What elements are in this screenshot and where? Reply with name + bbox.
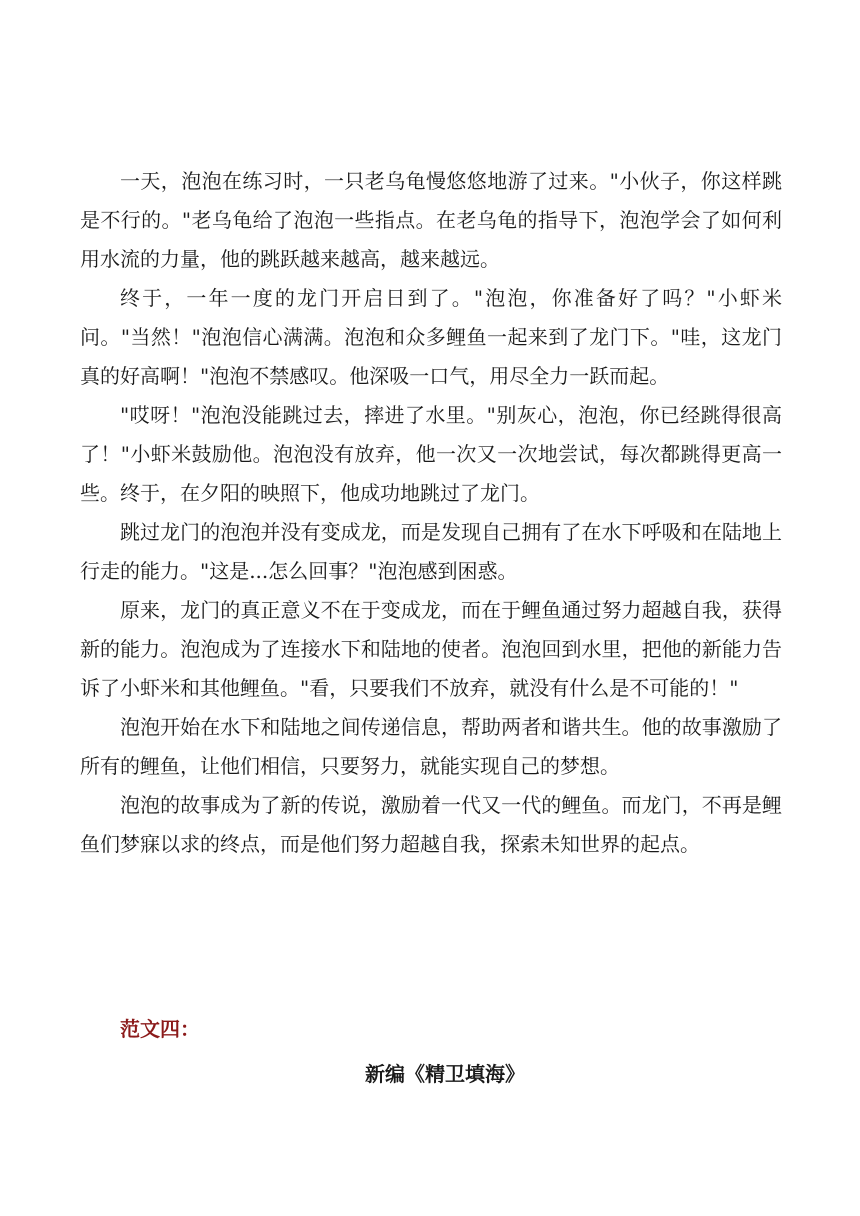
section-label: 范文四： <box>120 1017 200 1041</box>
paragraph-4: 跳过龙门的泡泡并没有变成龙，而是发现自己拥有了在水下呼吸和在陆地上行走的能力。"这是...怎么回事？"泡泡感到困惑。 <box>80 520 782 583</box>
paragraph-7: 泡泡的故事成为了新的传说，激励着一代又一代的鲤鱼。而龙门，不再是鲤鱼们梦寐以求的终点，而是他们努力超越自我，探索未知世界的起点。 <box>80 793 782 856</box>
paragraph-1: 一天，泡泡在练习时，一只老乌龟慢悠悠地游了过来。"小伙子，你这样跳是不行的。"老乌龟给了泡泡一些指点。在老乌龟的指导下，泡泡学会了如何利用水流的力量，他的跳跃越来越高，越来越远。 <box>80 169 782 271</box>
paragraph-2: 终于，一年一度的龙门开启日到了。"泡泡，你准备好了吗？"小虾米问。"当然！"泡泡信心满满。泡泡和众多鲤鱼一起来到了龙门下。"哇，这龙门真的好高啊！"泡泡不禁感叹。他深吸一口气，用尽全力一跃而起。 <box>80 286 782 388</box>
paragraph-3: "哎呀！"泡泡没能跳过去，摔进了水里。"别灰心，泡泡，你已经跳得很高了！"小虾米鼓励他。泡泡没有放弃，他一次又一次地尝试，每次都跳得更高一些。终于，在夕阳的映照下，他成功地跳过了龙门。 <box>80 403 782 505</box>
section-title: 新编《精卫填海》 <box>365 1062 525 1086</box>
document-body <box>80 162 782 864</box>
paragraph-5: 原来，龙门的真正意义不在于变成龙，而在于鲤鱼通过努力超越自我，获得新的能力。泡泡成为了连接水下和陆地的使者。泡泡回到水里，把他的新能力告诉了小虾米和其他鲤鱼。"看，只要我们不放弃，就没有什么是不可能的！" <box>80 598 782 700</box>
paragraph-6: 泡泡开始在水下和陆地之间传递信息，帮助两者和谐共生。他的故事激励了所有的鲤鱼，让他们相信，只要努力，就能实现自己的梦想。 <box>80 715 782 778</box>
